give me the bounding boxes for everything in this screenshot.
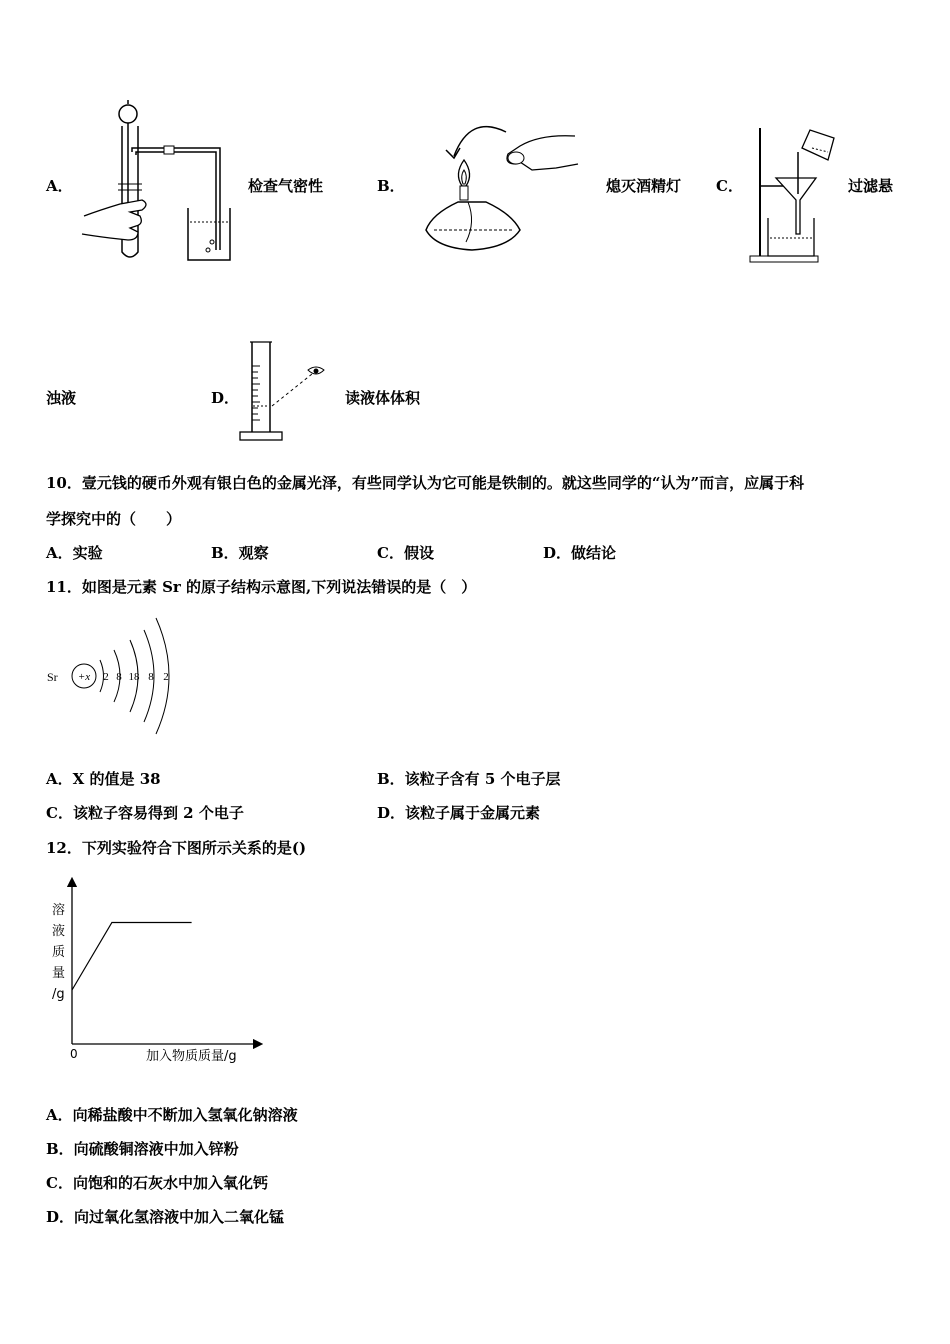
q9-option-a-text: 检查气密性 — [248, 177, 324, 195]
q11-option-d: D．该粒子属于金属元素 — [377, 804, 541, 822]
y-label-char-3: 质 — [52, 945, 66, 960]
shell-5-count: 2 — [163, 671, 169, 683]
shell-1-count: 2 — [103, 671, 109, 683]
q11-option-c: C．该粒子容易得到 2 个电子 — [46, 804, 244, 822]
q12-stem: 12．下列实验符合下图所示关系的是() — [46, 839, 307, 857]
alcohol-lamp-figure — [420, 118, 585, 258]
shell-4-count: 8 — [148, 671, 154, 683]
q10-option-c: C．假设 — [377, 544, 434, 562]
q10-option-b: B．观察 — [211, 544, 269, 562]
q11-option-b: B．该粒子含有 5 个电子层 — [377, 770, 561, 788]
q10-stem-line2: 学探究中的（ ） — [46, 510, 182, 528]
y-label-char-5: /g — [52, 987, 65, 1002]
q9-option-d-text: 读液体体积 — [345, 389, 421, 407]
q9-option-a-letter: A． — [46, 177, 73, 195]
q10-option-a: A．实验 — [46, 544, 103, 562]
airtightness-apparatus-figure — [80, 100, 250, 265]
q9-option-b-text: 熄灭酒精灯 — [606, 177, 682, 195]
q9-option-c-text-1: 过滤悬 — [848, 177, 894, 195]
q11-stem: 11．如图是元素 Sr 的原子结构示意图,下列说法错误的是（ ） — [46, 578, 477, 596]
q9-option-d-letter: D． — [211, 389, 240, 407]
nucleus-charge: +x — [77, 671, 91, 683]
y-label-char-1: 溶 — [52, 903, 66, 918]
y-label-char-2: 液 — [52, 924, 66, 939]
origin-label: 0 — [70, 1047, 78, 1061]
element-symbol: Sr — [47, 670, 58, 684]
q9-option-c-text-2: 浊液 — [46, 389, 77, 407]
filtration-apparatus-figure — [746, 122, 841, 267]
series-line — [72, 923, 192, 991]
q11-option-a: A．X 的值是 38 — [46, 770, 161, 788]
atomic-structure-diagram — [44, 612, 184, 740]
q12-option-a: A．向稀盐酸中不断加入氢氧化钠溶液 — [46, 1106, 298, 1124]
q9-option-b-letter: B． — [377, 177, 405, 195]
q10-stem-line1: 10．壹元钱的硬币外观有银白色的金属光泽，有些同学认为它可能是铁制的。就这些同学的“认为”而言，应属于科 — [46, 474, 805, 492]
q9-option-c-letter: C． — [716, 177, 743, 195]
shell-2-count: 8 — [116, 671, 122, 683]
shell-3-count: 18 — [128, 671, 140, 683]
q10-option-d: D．做结论 — [543, 544, 617, 562]
q12-option-d: D．向过氧化氢溶液中加入二氧化锰 — [46, 1208, 285, 1226]
x-axis-label: 加入物质质量/g — [146, 1049, 237, 1064]
y-label-char-4: 量 — [52, 966, 66, 981]
q12-option-c: C．向饱和的石灰水中加入氧化钙 — [46, 1174, 268, 1192]
mass-line-chart — [40, 872, 270, 1070]
q12-option-b: B．向硫酸铜溶液中加入锌粉 — [46, 1140, 239, 1158]
graduated-cylinder-figure — [236, 336, 336, 448]
